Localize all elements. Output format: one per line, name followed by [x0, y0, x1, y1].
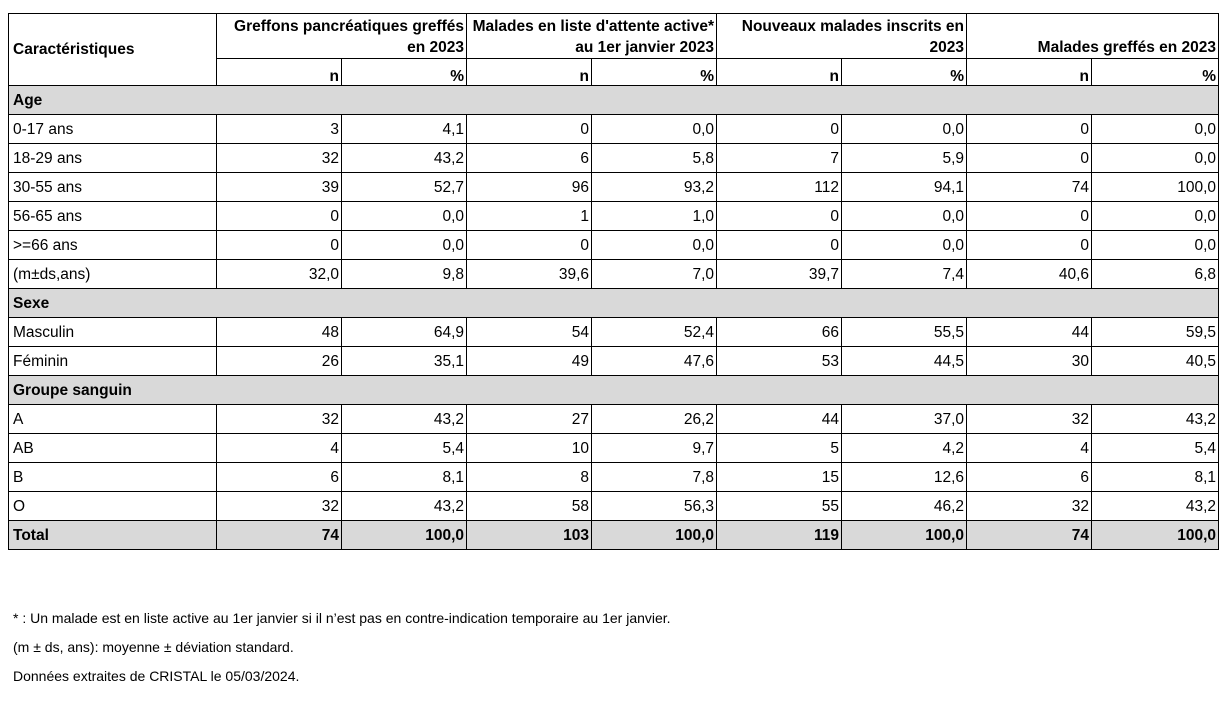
footnote-active-list: * : Un malade est en liste active au 1er janvier si il n’est pas en contre-indication temporaire au 1er janvier.: [13, 610, 671, 626]
pct-cell: 55,5: [842, 318, 967, 347]
footnote-mean-sd: (m ± ds, ans): moyenne ± déviation standard.: [13, 639, 294, 655]
pct-cell: 9,8: [342, 260, 467, 289]
table-body: [9, 86, 1219, 550]
section-title: Age: [9, 86, 1219, 115]
pct-cell: 8,1: [1092, 463, 1219, 492]
footnote-source: Données extraites de CRISTAL le 05/03/2024.: [13, 668, 300, 684]
pct-cell: 7,4: [842, 260, 967, 289]
n-cell: 6: [967, 463, 1092, 492]
row-label: Féminin: [9, 347, 217, 376]
n-header: n: [217, 59, 342, 86]
footnotes: [13, 604, 671, 691]
pct-cell: 56,3: [592, 492, 717, 521]
n-cell: 0: [217, 231, 342, 260]
pct-header: %: [592, 59, 717, 86]
n-cell: 0: [967, 231, 1092, 260]
table-row: [9, 405, 1219, 434]
pct-cell: 4,1: [342, 115, 467, 144]
pct-cell: 93,2: [592, 173, 717, 202]
total-pct-cell: 100,0: [342, 521, 467, 550]
pct-cell: 43,2: [342, 492, 467, 521]
row-label: 0-17 ans: [9, 115, 217, 144]
row-label: Masculin: [9, 318, 217, 347]
table-row: [9, 144, 1219, 173]
n-cell: 66: [717, 318, 842, 347]
group-header-waiting-list: Malades en liste d'attente active* au 1er janvier 2023: [467, 14, 717, 59]
n-cell: 96: [467, 173, 592, 202]
table-row: [9, 347, 1219, 376]
n-cell: 32: [217, 492, 342, 521]
n-cell: 5: [717, 434, 842, 463]
total-pct-cell: 100,0: [1092, 521, 1219, 550]
group-header-new-patients: Nouveaux malades inscrits en 2023: [717, 14, 967, 59]
section-row: [9, 376, 1219, 405]
pct-cell: 47,6: [592, 347, 717, 376]
table-row: [9, 231, 1219, 260]
n-cell: 44: [967, 318, 1092, 347]
n-cell: 40,6: [967, 260, 1092, 289]
n-cell: 0: [217, 202, 342, 231]
pct-cell: 0,0: [592, 115, 717, 144]
n-header: n: [717, 59, 842, 86]
section-row: [9, 86, 1219, 115]
group-header-grafted-patients: Malades greffés en 2023: [967, 14, 1219, 59]
pct-cell: 37,0: [842, 405, 967, 434]
n-cell: 0: [717, 202, 842, 231]
total-n-cell: 119: [717, 521, 842, 550]
table-row: [9, 173, 1219, 202]
pct-cell: 7,0: [592, 260, 717, 289]
section-title: Sexe: [9, 289, 1219, 318]
n-cell: 39,6: [467, 260, 592, 289]
n-cell: 32: [967, 492, 1092, 521]
total-n-cell: 74: [967, 521, 1092, 550]
row-label: 56-65 ans: [9, 202, 217, 231]
section-title: Groupe sanguin: [9, 376, 1219, 405]
n-cell: 0: [717, 231, 842, 260]
table-row: [9, 463, 1219, 492]
n-cell: 0: [467, 231, 592, 260]
pct-cell: 40,5: [1092, 347, 1219, 376]
row-label: (m±ds,ans): [9, 260, 217, 289]
n-cell: 1: [467, 202, 592, 231]
pct-cell: 59,5: [1092, 318, 1219, 347]
header-row-groups: [9, 14, 1219, 59]
n-cell: 54: [467, 318, 592, 347]
pct-cell: 0,0: [342, 231, 467, 260]
n-cell: 32,0: [217, 260, 342, 289]
row-label: B: [9, 463, 217, 492]
n-cell: 32: [217, 144, 342, 173]
pct-cell: 43,2: [342, 144, 467, 173]
pct-cell: 4,2: [842, 434, 967, 463]
pct-cell: 1,0: [592, 202, 717, 231]
pct-cell: 64,9: [342, 318, 467, 347]
n-cell: 32: [967, 405, 1092, 434]
n-header: n: [967, 59, 1092, 86]
row-label: A: [9, 405, 217, 434]
pct-cell: 0,0: [842, 202, 967, 231]
section-row: [9, 289, 1219, 318]
group-header-pancreatic-grafts: Greffons pancréatiques greffés en 2023: [217, 14, 467, 59]
total-label: Total: [9, 521, 217, 550]
n-header: n: [467, 59, 592, 86]
n-cell: 8: [467, 463, 592, 492]
n-cell: 49: [467, 347, 592, 376]
pct-cell: 0,0: [842, 115, 967, 144]
n-cell: 32: [217, 405, 342, 434]
n-cell: 58: [467, 492, 592, 521]
pct-cell: 12,6: [842, 463, 967, 492]
table-row: [9, 202, 1219, 231]
pct-cell: 5,4: [342, 434, 467, 463]
n-cell: 53: [717, 347, 842, 376]
n-cell: 6: [467, 144, 592, 173]
pct-cell: 0,0: [1092, 202, 1219, 231]
n-cell: 10: [467, 434, 592, 463]
pct-cell: 43,2: [1092, 492, 1219, 521]
n-cell: 55: [717, 492, 842, 521]
pct-cell: 0,0: [842, 231, 967, 260]
pct-cell: 0,0: [1092, 231, 1219, 260]
pct-cell: 5,9: [842, 144, 967, 173]
pct-header: %: [1092, 59, 1219, 86]
table-row: [9, 318, 1219, 347]
n-cell: 3: [217, 115, 342, 144]
n-cell: 26: [217, 347, 342, 376]
total-pct-cell: 100,0: [592, 521, 717, 550]
pct-cell: 0,0: [592, 231, 717, 260]
pct-cell: 43,2: [1092, 405, 1219, 434]
n-cell: 4: [967, 434, 1092, 463]
pct-cell: 5,4: [1092, 434, 1219, 463]
pct-cell: 6,8: [1092, 260, 1219, 289]
n-cell: 0: [967, 115, 1092, 144]
row-label: 30-55 ans: [9, 173, 217, 202]
n-cell: 0: [967, 144, 1092, 173]
pct-header: %: [842, 59, 967, 86]
total-n-cell: 103: [467, 521, 592, 550]
table-row: [9, 260, 1219, 289]
n-cell: 15: [717, 463, 842, 492]
pct-cell: 35,1: [342, 347, 467, 376]
n-cell: 74: [967, 173, 1092, 202]
n-cell: 39,7: [717, 260, 842, 289]
pct-cell: 8,1: [342, 463, 467, 492]
n-cell: 7: [717, 144, 842, 173]
n-cell: 48: [217, 318, 342, 347]
n-cell: 27: [467, 405, 592, 434]
table-row: [9, 434, 1219, 463]
pct-cell: 7,8: [592, 463, 717, 492]
total-n-cell: 74: [217, 521, 342, 550]
row-label: >=66 ans: [9, 231, 217, 260]
n-cell: 4: [217, 434, 342, 463]
row-label: AB: [9, 434, 217, 463]
pct-cell: 0,0: [342, 202, 467, 231]
pct-cell: 100,0: [1092, 173, 1219, 202]
pct-cell: 52,7: [342, 173, 467, 202]
row-label: 18-29 ans: [9, 144, 217, 173]
table-row: [9, 492, 1219, 521]
pct-cell: 94,1: [842, 173, 967, 202]
n-cell: 30: [967, 347, 1092, 376]
pct-cell: 44,5: [842, 347, 967, 376]
n-cell: 112: [717, 173, 842, 202]
row-label: O: [9, 492, 217, 521]
n-cell: 39: [217, 173, 342, 202]
table-row: [9, 115, 1219, 144]
pct-cell: 0,0: [1092, 115, 1219, 144]
pct-cell: 9,7: [592, 434, 717, 463]
total-pct-cell: 100,0: [842, 521, 967, 550]
pct-cell: 52,4: [592, 318, 717, 347]
n-cell: 0: [717, 115, 842, 144]
pct-header: %: [342, 59, 467, 86]
n-cell: 0: [467, 115, 592, 144]
pct-cell: 26,2: [592, 405, 717, 434]
characteristics-header: Caractéristiques: [9, 14, 217, 86]
pct-cell: 46,2: [842, 492, 967, 521]
characteristics-table: [8, 13, 1219, 550]
n-cell: 0: [967, 202, 1092, 231]
pct-cell: 43,2: [342, 405, 467, 434]
n-cell: 6: [217, 463, 342, 492]
pct-cell: 5,8: [592, 144, 717, 173]
pct-cell: 0,0: [1092, 144, 1219, 173]
total-row: [9, 521, 1219, 550]
n-cell: 44: [717, 405, 842, 434]
